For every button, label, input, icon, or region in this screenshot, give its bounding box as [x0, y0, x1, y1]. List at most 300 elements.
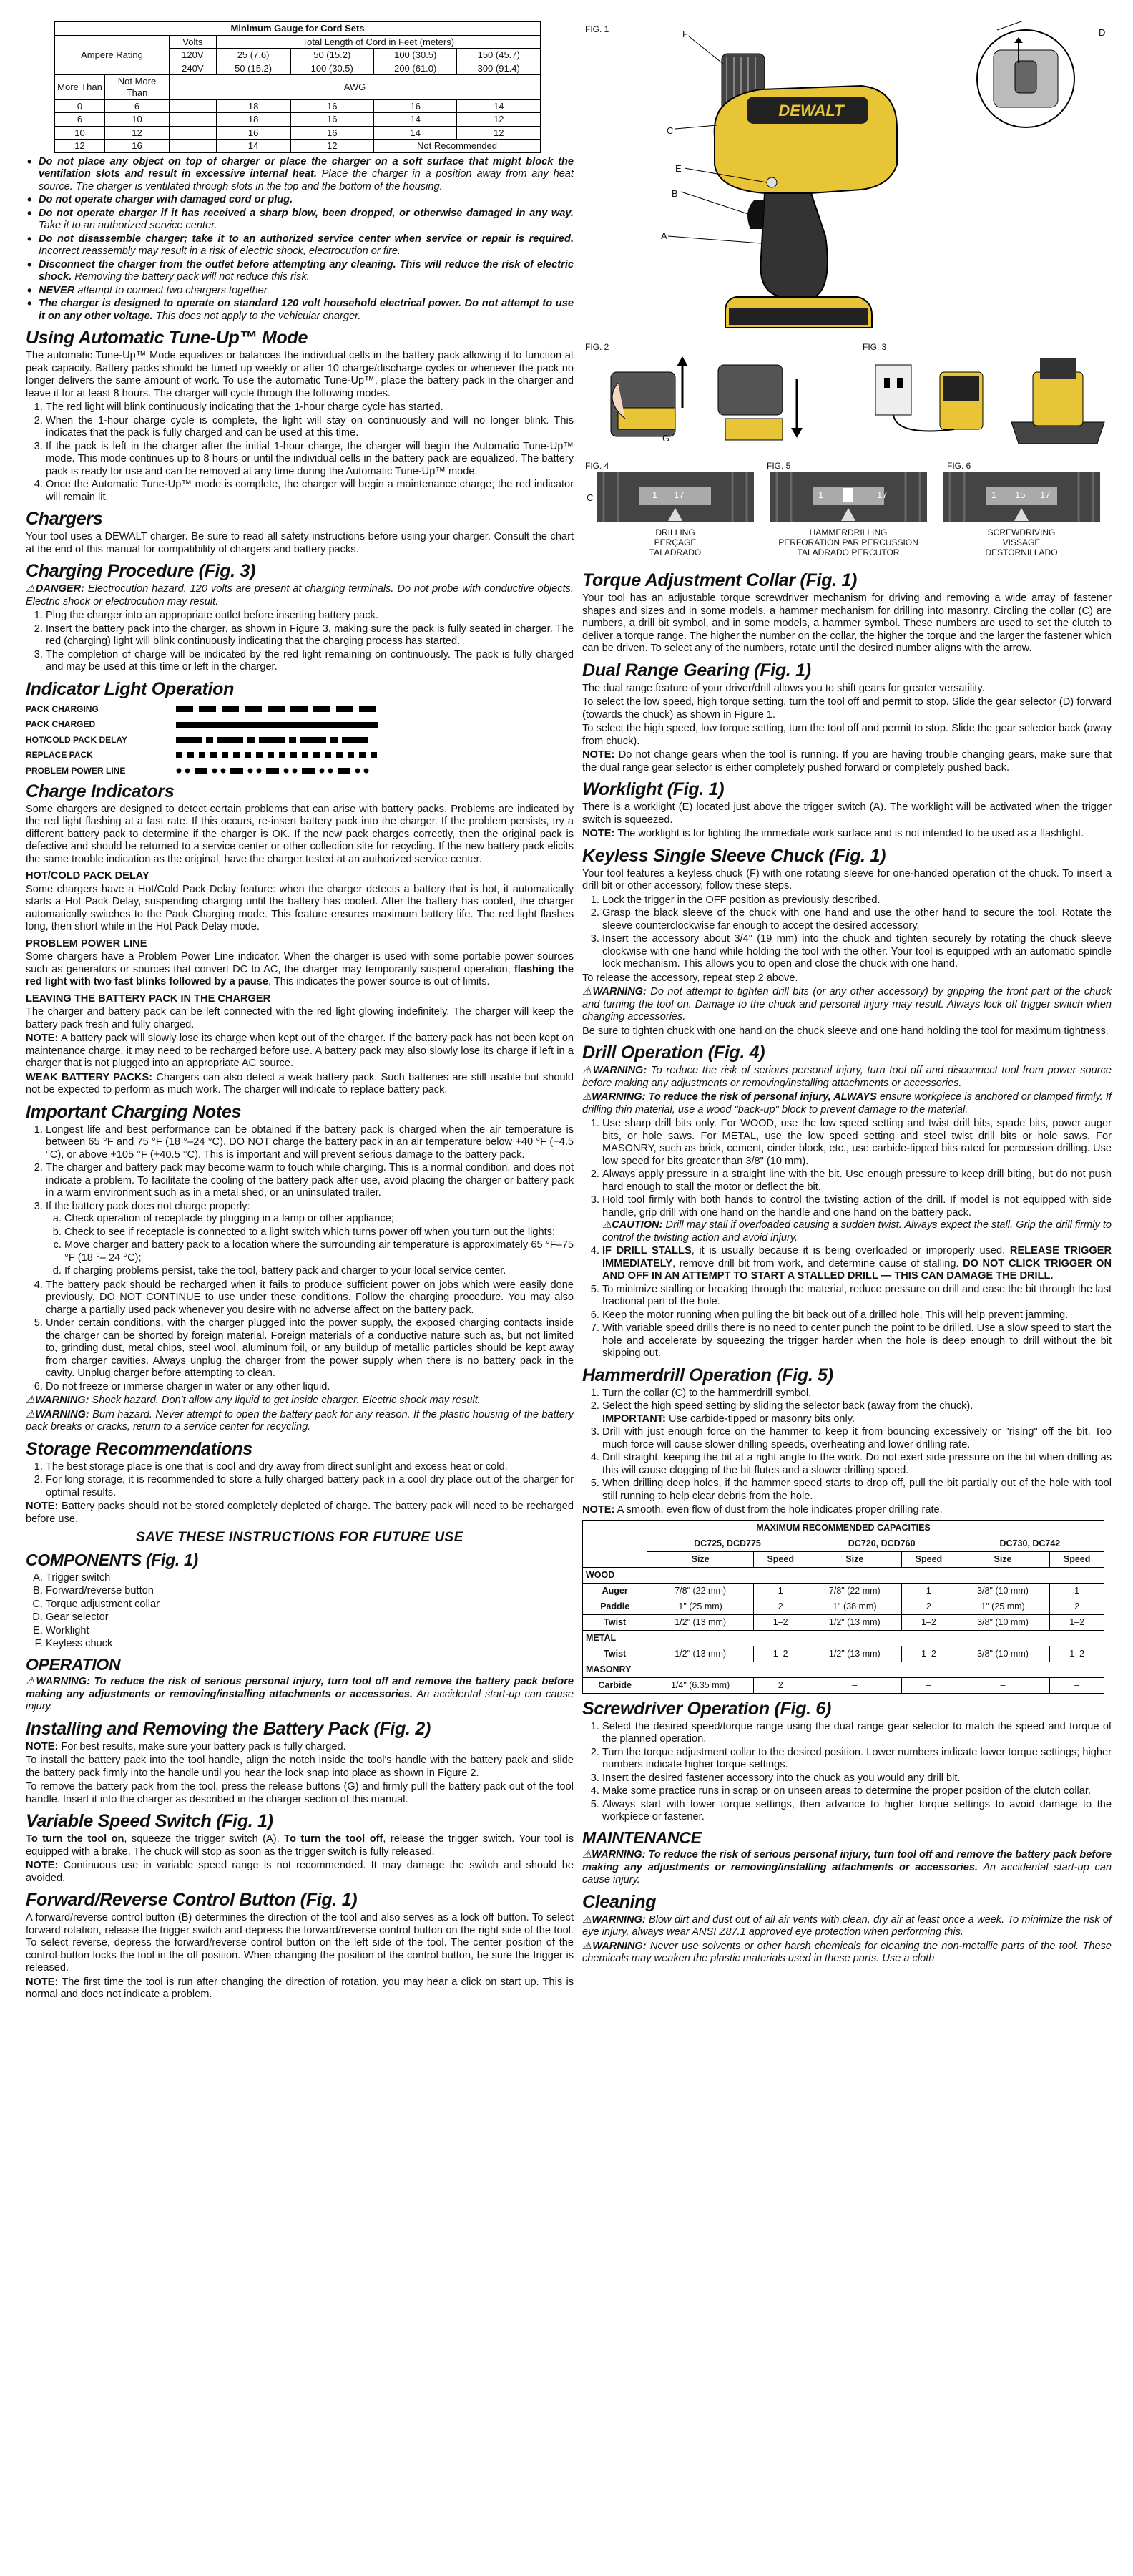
caption-line: DRILLING: [655, 527, 695, 537]
list-item: 6. Do not freeze or immerse charger in water or any other liquid.: [46, 1381, 574, 1394]
hammerdrill-note: [582, 1504, 1112, 1517]
label-b: B: [672, 188, 678, 199]
note-text: The worklight is for lighting the immediate work surface and is not intended to be used as a flashlight.: [614, 828, 1084, 839]
list-item: 1. Plug the charger into an appropriate outlet before inserting battery pack.: [46, 610, 574, 623]
length-cell: 100 (30.5): [373, 49, 456, 62]
cell: [170, 99, 217, 113]
hot-cold-heading: HOT/COLD PACK DELAY: [26, 870, 149, 882]
bullet-text: Place the charger in a position away from any heat source. The charger is ventilated through slots in the top and the bottom of the housing.: [39, 168, 574, 192]
storage-heading: Storage Recommendations: [26, 1438, 252, 1459]
cell: 14: [373, 126, 456, 140]
label-c: C: [667, 125, 674, 136]
caption-line: HAMMERDRILLING: [809, 527, 888, 537]
cell: 14: [457, 99, 541, 113]
bullet-bold: Do not disassemble charger; take it to an authorized service center when service or repair is required.: [39, 233, 574, 245]
hot-cold-pattern: [176, 736, 391, 743]
cell: 3/8" (10 mm): [956, 1614, 1050, 1630]
bullet-bold: NEVER: [39, 284, 75, 296]
cell: Carbide: [583, 1677, 647, 1693]
note-text: The first time the tool is run after changing the direction of rotation, you may hear a click on start up. This is normal and does not indicate a problem.: [26, 1976, 574, 2001]
list-item: B. Forward/reverse button: [46, 1585, 574, 1598]
text: Select the high speed setting by sliding the selector back (away from the chuck).: [602, 1400, 973, 1412]
section-metal: METAL: [583, 1630, 1104, 1646]
warning-icon: ⚠: [26, 1408, 36, 1420]
model-header: DC730, DC742: [956, 1536, 1104, 1551]
cell: 1" (25 mm): [956, 1599, 1050, 1614]
note-label: NOTE:: [26, 1976, 59, 1988]
cell: 14: [373, 113, 456, 127]
label-g: G: [662, 433, 670, 444]
list-item: 1. The red light will blink continuously indicating that the 1-hour charge cycle has started.: [46, 401, 574, 414]
indicator-label: PACK CHARGING: [26, 703, 99, 714]
length-cell: 300 (91.4): [457, 62, 541, 75]
caption-line: PERÇAGE: [654, 537, 697, 547]
cell: 18: [216, 99, 290, 113]
list-item: 5. Always start with lower torque settings, then advance to higher torque settings to avoid damage to the workpiece or fastener.: [602, 1799, 1112, 1824]
problem-power-text: [26, 951, 574, 989]
length-cell: 100 (30.5): [290, 62, 373, 75]
fig3-charger: [868, 351, 1112, 451]
important-label: IMPORTANT:: [602, 1413, 666, 1425]
text: , remove drill bit from work, and determine cause of stalling.: [672, 1257, 963, 1269]
chargers-text: Your tool uses a DEWALT charger. Be sure to read all safety instructions before using your charger. Consult the chart at the end of this manual for compatibility of chargers and battery packs.: [26, 531, 574, 555]
cell: 16: [290, 126, 373, 140]
speed-header: Speed: [753, 1551, 808, 1567]
table-row: [55, 126, 541, 140]
warning-icon: ⚠: [582, 1091, 592, 1103]
label-f: F: [682, 29, 688, 39]
text: Hold tool firmly with both hands to control the twisting action of the drill. If model is not equipped with side handle, grip drill with one hand on the handle and one hand on the battery pack.: [602, 1194, 1112, 1219]
list-item: 3. Insert the desired fastener accessory into the chuck as you would any drill bit.: [602, 1772, 1112, 1785]
danger-text: Electrocution hazard. 120 volts are present at charging terminals. Do not probe with conductive objects. Electric shock or electrocution may result.: [26, 583, 574, 608]
list-item: [39, 156, 574, 194]
dual-range-p1: The dual range feature of your driver/drill allows you to shift gears for greater versatility.: [582, 682, 985, 694]
not-more-than-header: Not More Than: [105, 75, 170, 99]
text: , squeeze the trigger switch (A).: [124, 1833, 285, 1845]
warning-icon: ⚠: [582, 1940, 593, 1952]
length-cell: 150 (45.7): [457, 49, 541, 62]
note-label: NOTE:: [582, 749, 615, 761]
dual-range-note: [582, 749, 1112, 774]
cell: 1–2: [1050, 1646, 1104, 1662]
fig3-label: FIG. 3: [863, 342, 887, 352]
cell: [583, 1536, 647, 1551]
worklight-heading: Worklight (Fig. 1): [582, 779, 725, 799]
note-text: Do not change gears when the tool is running. If you are having trouble changing gears, make sure that the dual range gear selector is either completely pushed forward or completely pushed back.: [582, 749, 1112, 774]
text: , release the trigger switch. Your tool is equipped with a brake. The chuck will stop as soon as the trigger switch is fully released.: [26, 1833, 574, 1858]
cell: [583, 1551, 647, 1567]
list-item: F. Keyless chuck: [46, 1638, 574, 1651]
operation-warning: [26, 1676, 574, 1714]
bullet-text: attempt to connect two chargers together.: [74, 284, 270, 296]
text: . This indicates the power source is out of limits.: [268, 976, 490, 988]
brand-logo: DEWALT: [778, 102, 844, 119]
cell: 3/8" (10 mm): [956, 1583, 1050, 1599]
cell: 1–2: [753, 1614, 808, 1630]
cell: 2: [902, 1599, 956, 1614]
forward-reverse-heading: Forward/Reverse Control Button (Fig. 1): [26, 1890, 358, 1911]
label-a: A: [661, 230, 667, 241]
warning-icon: ⚠: [582, 1065, 593, 1076]
cell: 12: [457, 126, 541, 140]
warning-bold: To reduce the risk of serious personal injury, turn tool off and remove the battery pack before making any adjustments or removing/installing attachments or accessories.: [582, 1849, 1112, 1873]
screwdriver-steps: [582, 1721, 1112, 1824]
list-item: D. Gear selector: [46, 1611, 574, 1624]
cell: 1/2" (13 mm): [647, 1646, 753, 1662]
caption-line: DESTORNILLADO: [985, 547, 1058, 557]
list-item: 1. Use sharp drill bits only. For WOOD, use the low speed setting and twist drill bits, spade bits, power auger bits, or hole saws. For METAL, use the low speed setting and steel twist drill bits or hole saws. For MASONRY, such as brick, cement, cinder block, etc., use carbide-tipped bits rated for percussion drilling. Use low speed for bits greater than 3/8" (10 mm).: [602, 1118, 1112, 1168]
speed-header: Speed: [1050, 1551, 1104, 1567]
keyless-intro: Your tool features a keyless chuck (F) with one rotating sleeve for one-handed operation of the chuck. To insert a drill bit or other accessory, follow these steps.: [582, 867, 1112, 892]
text-bold: RELEASE TRIGGER IMMEDIATELY: [602, 1245, 1112, 1269]
cell: 2: [753, 1677, 808, 1693]
indicator-label: HOT/COLD PACK DELAY: [26, 734, 128, 745]
list-item: 2. Grasp the black sleeve of the chuck with one hand and use the other hand to secure the tool. Rotate the sleeve counterclockwise far enough to accept the desired accessory.: [602, 907, 1112, 932]
charge-indicators-text: Some chargers are designed to detect certain problems that can arise with battery packs. Problems are indicated by the red light flashing at a fast rate. If this occurs, re-insert battery pack into the charger. If the problem persists, try a different battery pack to determine if the charger is OK. If the new pack charges correctly, then the original pack is defective and should be returned to a service center or other collection site for recycling. If the new battery pack elicits the same trouble indication as the original, have the charger tested at an authorized service center.: [26, 803, 574, 865]
note-text: A battery pack will slowly lose its charge when kept out of the charger. If the battery pack has not been kept on maintenance charge, it may need to be recharged before use. A battery pack may also slowly lose its charge if left in a charger that is not plugged into an appropriate AC source.: [26, 1033, 574, 1070]
drill-warning-2: [582, 1091, 1112, 1116]
warning-text: Burn hazard. Never attempt to open the battery pack for any reason. If the plastic housing of the battery pack breaks or cracks, return to a service center for recycling.: [26, 1408, 574, 1433]
caption-line: TALADRADO: [649, 547, 702, 557]
note-text: A smooth, even flow of dust from the hole indicates proper drilling rate.: [614, 1504, 943, 1516]
install-text: To install the battery pack into the tool handle, align the notch inside the tool's handle with the battery pack and slide the battery pack firmly into the handle until you hear the lock snap into place as shown in Figure 2.: [26, 1755, 574, 1779]
list-item: 3. Drill with just enough force on the hammer to keep it from bouncing excessively or "rising" off the bit. Too much force will cause slower drilling speeds, overheating and lower drilling rate.: [602, 1426, 1112, 1451]
list-item: 4. The battery pack should be recharged when it fails to produce sufficient power on jobs which were easily done previously. DO NOT CONTINUE to use under these conditions. Follow the charging procedure. You may also charge a partially used pack whenever you desire with no adverse affect on the battery pack.: [46, 1279, 574, 1317]
indicator-label: REPLACE PACK: [26, 750, 93, 761]
cell: 18: [216, 113, 290, 127]
cell: 3/8" (10 mm): [956, 1646, 1050, 1662]
tune-up-intro: The automatic Tune-Up™ Mode equalizes or balances the individual cells in the battery pack allowing it to function at peak capacity. Battery packs should be tuned up weekly or after 10 charge/discharge cycles or whenever the pack no longer delivers the same amount of work. To use the automatic Tune-Up™, place the battery pack in the charger and leave it for at least 8 hours. The charger will cycle through the following modes.: [26, 350, 574, 399]
text-bold: IF DRILL STALLS: [602, 1245, 692, 1257]
warning-label: WARNING: To reduce the risk of personal injury, ALWAYS: [592, 1091, 877, 1103]
label-e: E: [675, 163, 682, 174]
hammerdrill-steps: [582, 1387, 1112, 1503]
dual-range-p3: To select the high speed, low torque setting, turn the tool off and permit to stop. Slide the gear selector back (away from chuck).: [582, 723, 1112, 747]
list-item: [46, 1201, 574, 1278]
cleaning-warning-1: [582, 1914, 1112, 1939]
cell: 1" (25 mm): [647, 1599, 753, 1614]
table-row: [55, 113, 541, 127]
list-item: [39, 259, 574, 284]
label-c-fig4: C: [587, 492, 594, 503]
list-item: [39, 194, 574, 207]
components-list: [26, 1572, 574, 1651]
chargers-heading: Chargers: [26, 509, 103, 530]
variable-speed-text: [26, 1833, 574, 1858]
danger-note: [26, 583, 574, 608]
collar-number: 15: [1015, 489, 1026, 500]
list-item: 2. For long storage, it is recommended to store a fully charged battery pack in a cool dry place out of the charger for optimal results.: [46, 1474, 574, 1499]
cell: Twist: [583, 1614, 647, 1630]
list-item: 4. Once the Automatic Tune-Up™ mode is complete, the charger will begin a maintenance charge; the red indicator will remain lit.: [46, 479, 574, 504]
ampere-rating-header: Ampere Rating: [55, 35, 170, 75]
length-cell: 50 (15.2): [216, 62, 290, 75]
keyless-warning: [582, 986, 1112, 1024]
warning-bold: To reduce the risk of serious personal injury, turn tool off and remove the battery pack before making any adjustments or removing/installing attachments or accessories.: [26, 1676, 574, 1700]
cell: –: [956, 1677, 1050, 1693]
warning-text: An accidental start-up can cause injury.: [582, 1861, 1112, 1886]
storage-note: [26, 1501, 574, 1526]
list-item: 2. Insert the battery pack into the charger, as shown in Figure 3, making sure the pack is fully seated in charger. The red (charging) light will blink continuously indicating that the charging process has started.: [46, 623, 574, 648]
fig6-label: FIG. 6: [947, 461, 971, 471]
cell: 1–2: [902, 1646, 956, 1662]
storage-list: [26, 1461, 574, 1500]
collar-number: 1: [818, 489, 824, 500]
gauge-table-title: Minimum Gauge for Cord Sets: [55, 22, 541, 36]
note-text: Chargers can also detect a weak battery pack. Such batteries are still usable but should not be expected to perform as much work. The charger will indicate to replace battery pack.: [26, 1071, 574, 1096]
bullet-text: Removing the battery pack will not reduce this risk.: [72, 271, 310, 283]
list-item: 7. With variable speed drills there is no need to center punch the point to be drilled. Use a slow speed to start the hole and accelerate by squeezing the trigger harder when the hole is deep enough to drill without the bit skipping out.: [602, 1322, 1112, 1360]
dual-range-p2: To select the low speed, high torque setting, turn the tool off and permit to stop. Slide the gear selector (D) forward (towards the chuck) as shown in Figure 1.: [582, 696, 1112, 721]
cell: 7/8" (22 mm): [647, 1583, 753, 1599]
cell: 1/2" (13 mm): [808, 1614, 902, 1630]
note-label: NOTE:: [582, 1504, 615, 1516]
text-bold: To turn the tool on: [26, 1833, 124, 1845]
cell: –: [902, 1677, 956, 1693]
fig4-caption: [589, 528, 761, 557]
cleaning-warning-2: [582, 1941, 1112, 1966]
list-item: 2. Always apply pressure in a straight line with the bit. Use enough pressure to keep drill biting, but do not push hard enough to stall the motor or deflect the bit.: [602, 1169, 1112, 1194]
capacities-table: [582, 1520, 1104, 1694]
warning-icon: ⚠: [582, 986, 593, 997]
indicator-label: PACK CHARGED: [26, 719, 96, 730]
worklight-note: [582, 828, 1112, 841]
length-cell: 50 (15.2): [290, 49, 373, 62]
cell: –: [808, 1677, 902, 1693]
drill-illustration: [597, 21, 1112, 329]
warning-text: Blow dirt and dust out of all air vents with clean, dry air at least once a week. To minimize the risk of eye injury, always wear ANSI Z87.1 approved eye protection when performing this.: [582, 1913, 1112, 1938]
list-item: a. Check operation of receptacle by plugging in a lamp or other appliance;: [64, 1213, 574, 1226]
hammerdrill-heading: Hammerdrill Operation (Fig. 5): [582, 1365, 833, 1385]
replace-pack-pattern: [176, 751, 391, 758]
warning-text: Never use solvents or other harsh chemicals for cleaning the non-metallic parts of the tool. These chemicals may weaken the plastic materials used in these parts. Use a cloth: [582, 1940, 1112, 1965]
left-column: [26, 21, 574, 2003]
cell: 1" (38 mm): [808, 1599, 902, 1614]
fig1-label: FIG. 1: [585, 24, 609, 34]
list-item: A. Trigger switch: [46, 1572, 574, 1585]
warning-text: To reduce the risk of serious personal injury, turn tool off and disconnect tool from power source before making any adjustments or removing/installing attachments or accessories.: [582, 1065, 1112, 1089]
screwdriver-heading: Screwdriver Operation (Fig. 6): [582, 1698, 832, 1719]
warning-text: Do not attempt to tighten drill bits (or any other accessory) by gripping the front part of the chuck and turning the tool on. Damage to the chuck and personal injury may result. Always lock off trigger switch when changing accessories.: [582, 986, 1112, 1023]
install-heading: Installing and Removing the Battery Pack (Fig. 2): [26, 1718, 431, 1739]
note-text: For best results, make sure your battery pack is fully charged.: [58, 1740, 346, 1752]
list-item: 2. When the 1-hour charge cycle is complete, the light will stay on continuously and will no longer blink. This indicates that the pack is fully charged and can be used at this time.: [46, 415, 574, 440]
danger-label: DANGER:: [35, 583, 85, 595]
warning-label: WARNING:: [592, 1849, 646, 1861]
components-heading: COMPONENTS (Fig. 1): [26, 1551, 198, 1570]
variable-speed-heading: Variable Speed Switch (Fig. 1): [26, 1811, 273, 1832]
section-wood: WOOD: [583, 1567, 1104, 1583]
fig5-caption: [762, 528, 934, 557]
collar-number: 17: [1040, 489, 1051, 500]
tune-up-steps: [26, 401, 574, 504]
cell: [170, 113, 217, 127]
pack-charging-pattern: [176, 706, 391, 713]
cell: 16: [105, 140, 170, 153]
table-row: [55, 99, 541, 113]
bullet-bold: Disconnect the charger from the outlet before attempting any cleaning. This will reduce the risk of electric shock.: [39, 258, 574, 283]
charging-steps: [26, 610, 574, 674]
cell: 2: [753, 1599, 808, 1614]
list-item: E. Worklight: [46, 1625, 574, 1638]
caption-line: SCREWDRIVING: [987, 527, 1056, 537]
worklight-text: There is a worklight (E) located just above the trigger switch (A). The worklight will be activated when the trigger switch is squeezed.: [582, 801, 1112, 826]
list-item: [39, 233, 574, 258]
bullet-bold: Do not place any object on top of charger or place the charger on a soft surface that might block the ventilation slots and result in excessive internal heat.: [39, 155, 574, 180]
cell: 16: [290, 113, 373, 127]
fig2-battery-insert: [597, 351, 811, 451]
important-text: Use carbide-tipped or masonry bits only.: [665, 1413, 855, 1425]
dual-range-heading: Dual Range Gearing (Fig. 1): [582, 660, 811, 680]
charger-safety-list: [26, 156, 574, 323]
cell: 10: [105, 113, 170, 127]
text: , it is usually because it is being overloaded or improperly used.: [691, 1245, 1010, 1257]
torque-text: Your tool has an adjustable torque screwdriver mechanism for driving and removing a wide array of fastener shapes and sizes and in some models, a hammer mechanism for drilling into masonry. Circling the collar (C) are numbers, a drill bit symbol, and in some models, a hammer symbol. These numbers are used to set the clutch to deliver a torque range. The higher the number on the collar, the higher the torque and the larger the fastener which can be driven. To select any of the numbers, rotate until the desired number aligns with the arrow.: [582, 592, 1112, 654]
list-item: 4. Make some practice runs in scrap or on unseen areas to determine the proper position of the clutch collar.: [602, 1785, 1112, 1798]
note-label: NOTE:: [26, 1501, 59, 1513]
remove-text: To remove the battery pack from the tool, press the release buttons (G) and firmly pull the battery pack out of the tool handle. Insert it into the charger as described in the charger section of this manual.: [26, 1781, 574, 1805]
table-row: [55, 140, 541, 153]
indicator-row: [26, 735, 574, 745]
cell: [170, 140, 217, 153]
leaving-pack-note: [26, 1033, 574, 1070]
note-label: NOTE:: [582, 828, 615, 839]
cell: Twist: [583, 1646, 647, 1662]
drill-steps: [582, 1118, 1112, 1360]
note-label: WEAK BATTERY PACKS:: [26, 1071, 153, 1083]
problem-power-heading: PROBLEM POWER LINE: [26, 937, 147, 950]
fig4-label: FIG. 4: [585, 461, 609, 471]
caption-line: PERFORATION PAR PERCUSSION: [778, 537, 918, 547]
awg-header: AWG: [170, 75, 541, 99]
cell: 6: [55, 113, 105, 127]
cell: 10: [55, 126, 105, 140]
variable-speed-note: [26, 1860, 574, 1885]
fig5-collar: [770, 472, 927, 522]
drill-warning-1: [582, 1065, 1112, 1090]
problem-power-pattern: [176, 767, 391, 774]
cell: 1/2" (13 mm): [808, 1646, 902, 1662]
cell: 12: [55, 140, 105, 153]
section-masonry: MASONRY: [583, 1662, 1104, 1677]
bullet-text: Incorrect reassembly may result in a risk of electric shock, electrocution or fire.: [39, 245, 401, 258]
cell: Paddle: [583, 1599, 647, 1614]
caution-text: Drill may stall if overloaded causing a sudden twist. Always expect the stall. Grip the drill firmly to control the twisting action and avoid injury.: [602, 1219, 1112, 1244]
fig5-label: FIG. 5: [767, 461, 791, 471]
size-header: Size: [956, 1551, 1050, 1567]
list-item: 1. Select the desired speed/torque range using the dual range gear selector to match the speed and torque of the planned operation.: [602, 1721, 1112, 1746]
warning-icon: ⚠: [582, 1849, 592, 1861]
warning-text: An accidental start-up can cause injury.: [26, 1688, 574, 1713]
list-item: 3. If the pack is left in the charger after the initial 1-hour charge, the charger will begin the Automatic Tune-Up™ mode. This mode continues up to 8 hours or until the individual cells in the battery pack are equalized. The battery pack is ready for use and can be removed at any time during the Automatic Tune-Up™ mode.: [46, 441, 574, 479]
text-bold: To turn the tool off: [284, 1833, 383, 1845]
charging-procedure-heading: Charging Procedure (Fig. 3): [26, 561, 256, 582]
charge-indicators-heading: Charge Indicators: [26, 781, 175, 801]
cell: 1/4" (6.35 mm): [647, 1677, 753, 1693]
warning-label: WARNING:: [36, 1676, 90, 1688]
note-label: NOTE:: [26, 1033, 59, 1045]
cell: 16: [290, 99, 373, 113]
collar-number: 17: [674, 489, 685, 500]
table-row: [583, 1677, 1104, 1693]
text-bold: DO NOT CLICK TRIGGER ON AND OFF IN AN ATTEMPT TO START A STALLED DRILL — THIS CAN DAMAGE THE DRILL.: [602, 1257, 1112, 1282]
list-item: 1. Longest life and best performance can be obtained if the battery pack is charged when the air temperature is between 65 °F and 75 °F (18 °–24 °C). DO NOT charge the battery pack in an air temperature below +40 °F (+4.5 °C), or above +105 °F (+40.5 °C). This is important and will prevent serious damage to the battery pack.: [46, 1124, 574, 1162]
cell: 1: [753, 1583, 808, 1599]
cell: –: [1050, 1677, 1104, 1693]
length-cell: 25 (7.6): [216, 49, 290, 62]
torque-heading: Torque Adjustment Collar (Fig. 1): [582, 570, 858, 590]
cell: 14: [216, 140, 290, 153]
cell: 7/8" (22 mm): [808, 1583, 902, 1599]
warning-text: ensure workpiece is anchored or clamped firmly. If drilling thin material, use a wood "back-up" block to prevent damage to the material.: [582, 1091, 1112, 1116]
indicator-row: [26, 719, 574, 729]
list-item: 3. Insert the accessory about 3/4" (19 mm) into the chuck and tighten securely by rotating the chuck sleeve clockwise with one hand while holding the tool with the other. Your tool is equipped with an automatic spindle lock mechanism. This allows you to open and close the chuck with one hand.: [602, 933, 1112, 971]
table-row: [583, 1599, 1104, 1614]
cell: 1: [1050, 1583, 1104, 1599]
list-item: 1. The best storage place is one that is cool and dry away from direct sunlight and excess heat or cold.: [46, 1461, 574, 1474]
fig6-caption: [936, 528, 1107, 557]
list-item: 2. Turn the torque adjustment collar to the desired position. Lower numbers indicate lower torque settings; higher numbers indicate higher torque settings.: [602, 1747, 1112, 1772]
cell: 6: [105, 99, 170, 113]
drill-operation-heading: Drill Operation (Fig. 4): [582, 1043, 765, 1063]
table-row: [583, 1614, 1104, 1630]
note-label: NOTE:: [26, 1860, 59, 1872]
weak-pack-note: [26, 1072, 574, 1097]
list-item: 6. Keep the motor running when pulling the bit back out of a drilled hole. This will help prevent jamming.: [602, 1309, 1112, 1322]
warning-label: WARNING:: [35, 1395, 89, 1407]
warning-icon: ⚠: [26, 583, 36, 595]
cell: [170, 126, 217, 140]
hot-cold-text: Some chargers have a Hot/Cold Pack Delay feature: when the charger detects a battery that is hot, it automatically starts a Hot Pack Delay, suspending charging until the battery has cooled. After the battery has cooled, the charger automatically switches to the Pack Charging mode. This feature ensures maximum battery life. The red light flashes long, then short while in the Hot Pack Delay mode.: [26, 883, 574, 933]
keyless-release: To release the accessory, repeat step 2 above.: [582, 972, 798, 984]
forward-reverse-note: [26, 1976, 574, 2001]
list-item: C. Torque adjustment collar: [46, 1599, 574, 1611]
warning-label: WARNING:: [592, 1913, 646, 1926]
bullet-bold: Do not operate charger with damaged cord or plug.: [39, 194, 293, 206]
warning-label: WARNING:: [35, 1408, 89, 1420]
leaving-pack-text: The charger and battery pack can be left connected with the red light glowing indefinitely. The charger will keep the battery pack fresh and fully charged.: [26, 1006, 574, 1030]
cell: 12: [290, 140, 373, 153]
table-row: [583, 1583, 1104, 1599]
cell: Not Recommended: [373, 140, 540, 153]
cord-length-header: Total Length of Cord in Feet (meters): [216, 35, 540, 49]
indicator-row: [26, 750, 574, 760]
label-d: D: [1099, 27, 1106, 38]
sub-list: [46, 1213, 574, 1278]
keyless-tighten: Be sure to tighten chuck with one hand on the chuck sleeve and one hand holding the tool for maximum tightness.: [582, 1025, 1109, 1037]
caption-line: VISSAGE: [1002, 537, 1041, 547]
more-than-header: More Than: [55, 75, 105, 99]
model-header: DC725, DCD775: [647, 1536, 808, 1551]
indicator-row: [26, 704, 574, 714]
volts-240: 240V: [170, 62, 217, 75]
cell: 12: [457, 113, 541, 127]
tune-up-heading: Using Automatic Tune-Up™ Mode: [26, 328, 308, 348]
cord-gauge-table: [54, 21, 541, 153]
note-text: Continuous use in variable speed range is not recommended. It may damage the switch and should be avoided.: [26, 1860, 574, 1884]
list-item: 1. Lock the trigger in the OFF position as previously described.: [602, 894, 1112, 907]
shock-warning: [26, 1395, 574, 1407]
maintenance-warning: [582, 1849, 1112, 1887]
maintenance-heading: MAINTENANCE: [582, 1828, 702, 1847]
text: Some chargers have a Problem Power Line indicator. When the charger is used with some portable power sources such as generators or sources that convert DC to AC, the charger may temporarily suspend operation,: [26, 951, 574, 975]
list-item: [39, 298, 574, 323]
indicator-row: [26, 766, 574, 776]
cell: 1–2: [1050, 1614, 1104, 1630]
cell: 1: [902, 1583, 956, 1599]
cell: Auger: [583, 1583, 647, 1599]
text: If the battery pack does not charge properly:: [46, 1200, 250, 1212]
